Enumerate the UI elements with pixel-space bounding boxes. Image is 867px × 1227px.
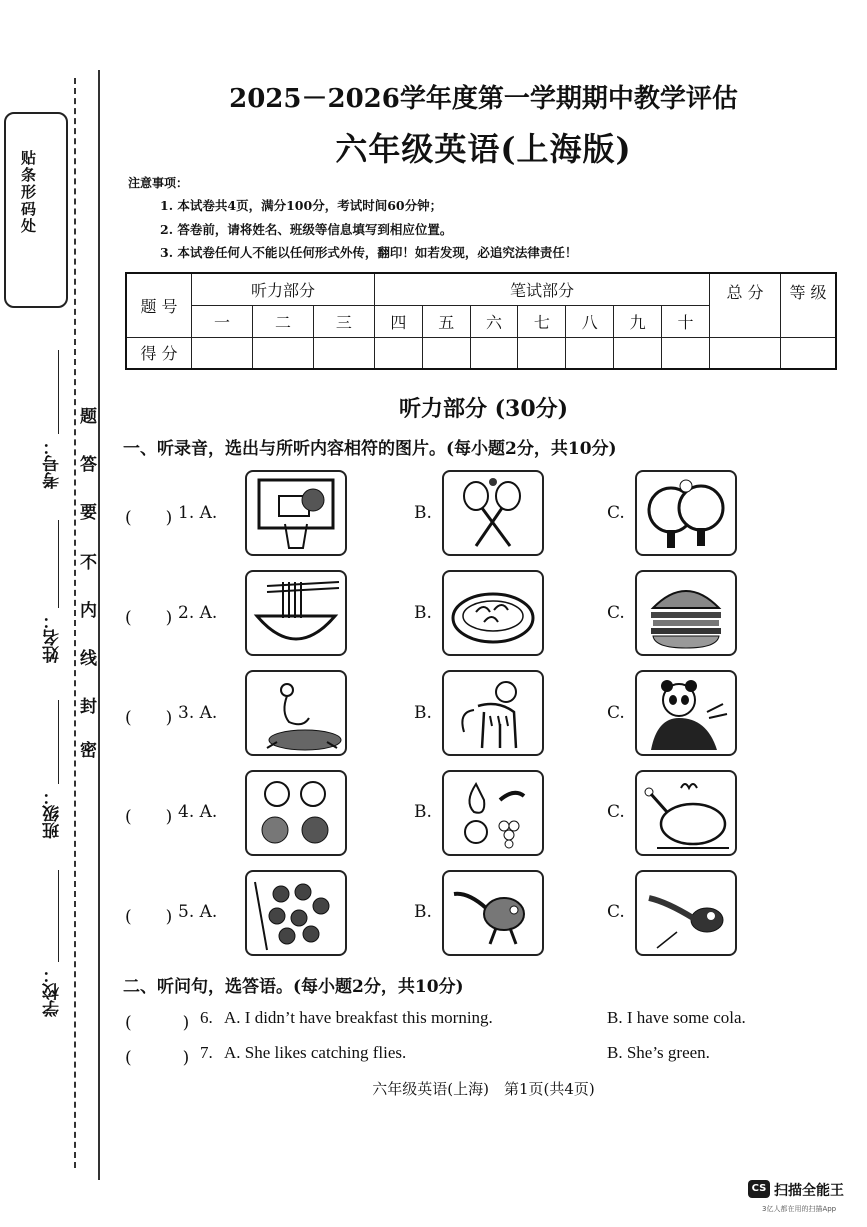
notice-item: 2. 答卷前，请将姓名、班级等信息填写到相应位置。 [160, 222, 453, 237]
answer-blank[interactable]: ( ) [125, 1013, 190, 1033]
col-number: 九 [614, 305, 662, 337]
col-number: 二 [252, 305, 313, 337]
grade-cell[interactable] [781, 337, 837, 369]
grade-header: 等 级 [781, 273, 837, 337]
school-field[interactable] [58, 870, 59, 962]
score-cell[interactable] [192, 337, 253, 369]
answer-blank[interactable]: ( ) [125, 708, 173, 728]
noodles-bowl-icon[interactable] [245, 570, 347, 656]
school-label: 学校： [43, 966, 63, 1017]
vegetables-icon[interactable] [245, 770, 347, 856]
frog-eggs-icon[interactable] [245, 870, 347, 956]
seal-word: 不 [80, 553, 97, 573]
dumplings-plate-icon[interactable] [442, 570, 544, 656]
seal-word: 答 [80, 455, 97, 475]
panda-icon[interactable] [635, 670, 737, 756]
score-cell[interactable] [374, 337, 422, 369]
class-field[interactable] [58, 700, 59, 784]
option-b-label: B. [414, 902, 432, 922]
col-number: 十 [662, 305, 710, 337]
roast-chicken-icon[interactable] [635, 770, 737, 856]
writing-header: 笔试部分 [374, 273, 709, 305]
seal-word: 题 [80, 407, 97, 427]
score-cell[interactable] [566, 337, 614, 369]
option-b-text: B. She’s green. [607, 1043, 710, 1062]
row-label-score: 得 分 [126, 337, 192, 369]
option-c-label: C. [607, 503, 625, 523]
barcode-label: 贴条形码处 [19, 150, 37, 235]
col-number: 四 [374, 305, 422, 337]
question-number: 5. A. [178, 902, 218, 922]
hamburger-icon[interactable] [635, 570, 737, 656]
peacock-icon[interactable] [245, 670, 347, 756]
option-c-label: C. [607, 902, 625, 922]
col-number: 一 [192, 305, 253, 337]
col-number: 六 [470, 305, 518, 337]
score-cell[interactable] [313, 337, 374, 369]
basketball-hoop-icon[interactable] [245, 470, 347, 556]
notice-item: 3. 本试卷任何人不能以任何形式外传，翻印！如若发现，必追究法律责任！ [160, 245, 578, 260]
notice-heading: 注意事项： [128, 176, 189, 190]
page-footer: 六年级英语(上海) 第1页(共4页) [372, 1080, 595, 1098]
score-cell[interactable] [518, 337, 566, 369]
name-field[interactable] [58, 520, 59, 608]
exam-title: 2025－2026学年度第一学期期中教学评估 [229, 84, 738, 114]
fruits-icon[interactable] [442, 770, 544, 856]
answer-blank[interactable]: ( ) [125, 508, 173, 528]
question-number: 7. [200, 1043, 213, 1062]
ping-pong-paddles-icon[interactable] [635, 470, 737, 556]
score-cell[interactable] [252, 337, 313, 369]
row-label-question: 题 号 [126, 273, 192, 337]
part2-heading: 二、听问句，选答语。(每小题2分，共10分) [123, 977, 464, 997]
seal-dashed-line [74, 78, 76, 1168]
notice-item: 1. 本试卷共4页，满分100分，考试时间60分钟； [160, 198, 443, 213]
seal-word: 封 [80, 697, 97, 717]
question-number: 2. A. [178, 603, 218, 623]
score-cell[interactable] [614, 337, 662, 369]
option-b-label: B. [414, 703, 432, 723]
question-number: 6. [200, 1008, 213, 1027]
question-number: 4. A. [178, 802, 218, 822]
answer-blank[interactable]: ( ) [125, 608, 173, 628]
answer-blank[interactable]: ( ) [125, 1048, 190, 1068]
score-cell[interactable] [662, 337, 710, 369]
scanner-logo: CS [748, 1180, 770, 1198]
seal-word: 密 [80, 741, 97, 761]
class-label: 班级： [43, 788, 63, 839]
badminton-rackets-icon[interactable] [442, 470, 544, 556]
question-number: 3. A. [178, 703, 218, 723]
option-a-text: A. I didn’t have breakfast this morning. [224, 1008, 493, 1027]
option-c-label: C. [607, 703, 625, 723]
scanner-tagline: 3亿人都在用的扫描App [762, 1205, 837, 1213]
listening-section-title: 听力部分 (30分) [398, 396, 569, 422]
total-score-cell[interactable] [710, 337, 781, 369]
exam-number-label: 考号： [43, 438, 63, 489]
exam-number-field[interactable] [58, 350, 59, 434]
option-c-label: C. [607, 603, 625, 623]
tiger-icon[interactable] [442, 670, 544, 756]
option-a-text: A. She likes catching flies. [224, 1043, 407, 1062]
exam-subtitle: 六年级英语(上海版) [335, 130, 632, 168]
option-b-label: B. [414, 503, 432, 523]
col-number: 八 [566, 305, 614, 337]
col-number: 七 [518, 305, 566, 337]
score-cell[interactable] [470, 337, 518, 369]
score-cell[interactable] [422, 337, 470, 369]
total-header: 总 分 [710, 273, 781, 337]
answer-blank[interactable]: ( ) [125, 907, 173, 927]
answer-blank[interactable]: ( ) [125, 807, 173, 827]
tadpole-legs-icon[interactable] [442, 870, 544, 956]
option-c-label: C. [607, 802, 625, 822]
option-b-label: B. [414, 603, 432, 623]
tadpole-icon[interactable] [635, 870, 737, 956]
col-number: 五 [422, 305, 470, 337]
option-b-label: B. [414, 802, 432, 822]
question-number: 1. A. [178, 503, 218, 523]
seal-word: 线 [80, 649, 97, 669]
seal-word: 要 [80, 503, 97, 523]
col-number: 三 [313, 305, 374, 337]
seal-word: 内 [80, 601, 97, 621]
seal-solid-line [98, 70, 100, 1180]
name-label: 姓名： [43, 612, 63, 663]
scanner-name: 扫描全能王 [774, 1183, 844, 1199]
part1-heading: 一、听录音，选出与所听内容相符的图片。(每小题2分，共10分) [123, 439, 617, 459]
option-b-text: B. I have some cola. [607, 1008, 746, 1027]
listening-header: 听力部分 [192, 273, 375, 305]
score-table [125, 272, 837, 370]
